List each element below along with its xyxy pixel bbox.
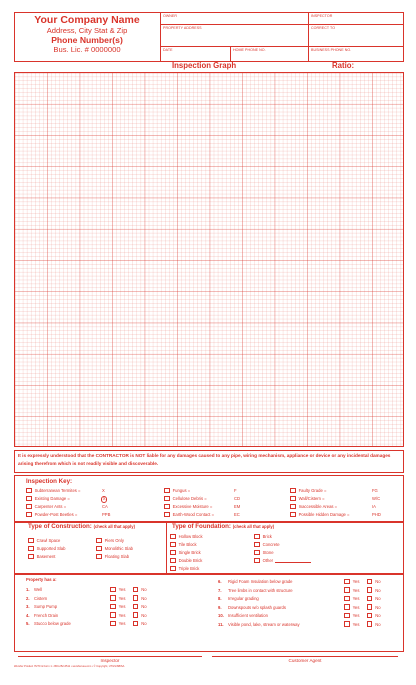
- construction-title-text: Type of Construction:: [28, 523, 92, 530]
- yes-checkbox[interactable]: [344, 621, 350, 627]
- company-phone: Phone Number(s): [51, 35, 123, 45]
- option-label: Concrete: [262, 542, 280, 547]
- checkbox[interactable]: [26, 504, 32, 510]
- construction-crawl-space[interactable]: [28, 537, 60, 544]
- key-code: X: [102, 488, 105, 493]
- yes-label: Yes: [118, 587, 126, 592]
- key-label: Wall/Cistern =: [298, 496, 325, 501]
- key-code: [101, 496, 107, 503]
- ratio-label: Ratio:: [332, 61, 355, 70]
- circled-x-symbol: X: [102, 496, 106, 501]
- construction-supported-slab[interactable]: [28, 545, 65, 552]
- no-checkbox[interactable]: [367, 579, 373, 585]
- property-row: [218, 578, 385, 585]
- checkbox[interactable]: [96, 546, 102, 552]
- foundation-title-text: Type of Foundation:: [172, 523, 231, 530]
- key-row-existing-damage[interactable]: [26, 495, 70, 502]
- property-item-number: 3.: [26, 604, 30, 609]
- checkbox[interactable]: [290, 512, 296, 518]
- checkbox[interactable]: [170, 534, 176, 540]
- key-row-earth-wood-contact[interactable]: [164, 511, 214, 518]
- key-label: Powder-Post Beetles =: [34, 512, 78, 517]
- key-row-inaccessible-areas[interactable]: [290, 503, 337, 510]
- option-label: Hollow Block: [178, 534, 203, 539]
- key-code: F: [234, 488, 237, 493]
- no-checkbox[interactable]: [367, 596, 373, 602]
- property-item-number: 1.: [26, 587, 30, 592]
- key-label: Faulty Grade =: [298, 488, 327, 493]
- option-label: Other: [262, 558, 274, 563]
- property-item-number: 8.: [218, 596, 222, 601]
- checkbox[interactable]: [164, 512, 170, 518]
- foundation-other[interactable]: [254, 557, 311, 564]
- checkbox[interactable]: [254, 534, 260, 540]
- key-code: EM: [234, 504, 241, 509]
- foundation-stone[interactable]: [254, 549, 274, 556]
- yes-label: Yes: [352, 579, 360, 584]
- no-checkbox[interactable]: [133, 595, 139, 601]
- no-label: No: [141, 587, 147, 592]
- key-code: CD: [234, 496, 241, 501]
- yes-checkbox[interactable]: [344, 587, 350, 593]
- property-item-number: 9.: [218, 604, 222, 610]
- yes-label: Yes: [118, 595, 126, 601]
- option-label: Supported Slab: [36, 546, 66, 551]
- property-item-number: 4.: [26, 612, 30, 618]
- checkbox[interactable]: [26, 512, 32, 518]
- yes-label: Yes: [352, 596, 360, 601]
- property-row: [218, 604, 385, 611]
- checkbox[interactable]: [254, 542, 260, 548]
- checkbox[interactable]: [96, 538, 102, 544]
- foundation-title: [172, 523, 274, 530]
- checkbox[interactable]: [290, 496, 296, 502]
- no-checkbox[interactable]: [367, 587, 373, 593]
- no-label: No: [141, 621, 147, 626]
- foundation-double-brick[interactable]: [170, 557, 202, 564]
- property-item-number: 10.: [218, 613, 224, 618]
- checkbox[interactable]: [96, 554, 102, 560]
- disclaimer-text: It is expressly understood that the CONTRACTOR is NOT liable for any damages caused to any pipe, wiring mechanism, appliance or device or any incidental damages arising therefrom which is not readily visible and discoverable.: [18, 453, 391, 466]
- construction-monolithic-slab[interactable]: [96, 545, 133, 552]
- checkbox[interactable]: [170, 550, 176, 556]
- property-item-label: Well: [34, 587, 43, 592]
- checkbox[interactable]: [170, 542, 176, 548]
- foundation-hollow-block[interactable]: [170, 533, 203, 540]
- header-divider: [160, 12, 161, 62]
- foundation-triple-brick[interactable]: [170, 565, 199, 572]
- foundation-tile-block[interactable]: [170, 541, 197, 548]
- yes-checkbox[interactable]: [344, 604, 350, 610]
- key-label: Inaccessible Areas =: [298, 504, 338, 509]
- key-code: PPB: [102, 512, 111, 517]
- fine-print: Wenzler Product IT270 & Form 1 • 800-252-6511 • wenzlerusa.com • © Copyright, UTGS/SBISA: [14, 665, 125, 668]
- checkbox[interactable]: [170, 558, 176, 564]
- key-label: Cellulose Debris =: [172, 496, 207, 501]
- option-label: Single Brick: [178, 550, 201, 555]
- yes-checkbox[interactable]: [344, 579, 350, 585]
- property-item-number: 6.: [218, 579, 222, 584]
- property-row: [26, 612, 151, 619]
- key-row-powder-post-beetles[interactable]: [26, 511, 77, 518]
- yes-checkbox[interactable]: [344, 613, 350, 619]
- key-row-faulty-grade[interactable]: [290, 487, 326, 494]
- yes-label: Yes: [352, 613, 360, 618]
- foundation-note: (check all that apply): [232, 524, 275, 529]
- property-item-label: Tree limbs in contact with structure: [228, 587, 293, 593]
- option-label: Basement: [36, 554, 56, 559]
- key-label: Carpenter Ants =: [34, 504, 67, 509]
- property-item-number: 2.: [26, 595, 30, 601]
- checkbox[interactable]: [164, 504, 170, 510]
- foundation-brick[interactable]: [254, 533, 272, 540]
- key-label: Fungus =: [172, 488, 191, 493]
- construction-basement[interactable]: [28, 553, 55, 560]
- key-row-excessive-moisture[interactable]: [164, 503, 212, 510]
- property-row: [218, 612, 385, 619]
- correct-to-field-label: CORRECT TO: [311, 26, 336, 30]
- no-checkbox[interactable]: [133, 621, 139, 627]
- no-checkbox[interactable]: [367, 621, 373, 627]
- option-label: Stone: [262, 550, 274, 555]
- header-col-line: [308, 12, 309, 62]
- no-checkbox[interactable]: [367, 604, 373, 610]
- property-item-number: 5.: [26, 621, 30, 626]
- customer-signature-label: Customer Agent: [288, 658, 322, 663]
- property-item-label: Irregular grading: [228, 596, 259, 601]
- business-phone-field-label: BUSINESS PHONE NO.: [311, 48, 352, 52]
- yes-label: Yes: [118, 621, 126, 626]
- property-row: [26, 595, 151, 602]
- no-label: No: [375, 587, 381, 593]
- checkbox[interactable]: [28, 546, 34, 552]
- checkbox[interactable]: [164, 488, 170, 494]
- key-code: IA: [372, 504, 376, 509]
- property-item-number: 11.: [218, 621, 224, 627]
- checkbox[interactable]: [254, 550, 260, 556]
- construction-piers-only[interactable]: [96, 537, 124, 544]
- property-item-label: Visible pond, lake, stream or waterway: [228, 621, 300, 627]
- option-label: Double Brick: [178, 558, 203, 563]
- construction-divider: [166, 522, 167, 574]
- no-label: No: [375, 613, 381, 618]
- construction-title: [28, 523, 135, 530]
- yes-checkbox[interactable]: [110, 587, 116, 593]
- key-label: Existing Damage =: [34, 496, 70, 501]
- graph-title: Inspection Graph: [172, 61, 237, 70]
- inspection-key-title: Inspection Key:: [26, 478, 73, 485]
- option-label: Piers Only: [104, 538, 124, 543]
- inspector-signature-label: Inspector: [100, 658, 120, 663]
- key-code: PHD: [372, 512, 381, 517]
- checkbox[interactable]: [290, 504, 296, 510]
- property-item-label: French Drain: [34, 612, 59, 618]
- checkbox[interactable]: [290, 488, 296, 494]
- yes-checkbox[interactable]: [110, 595, 116, 601]
- key-label: Excessive Moisture =: [172, 504, 213, 509]
- property-item-label: Sump Pump: [34, 604, 58, 609]
- company-name: Your Company Name: [34, 14, 140, 26]
- no-label: No: [141, 612, 147, 618]
- key-row-subterranean-termites[interactable]: [26, 487, 81, 494]
- yes-label: Yes: [118, 604, 126, 609]
- checkbox[interactable]: [28, 554, 34, 560]
- key-code: W/C: [372, 496, 381, 501]
- property-item-label: Cistern: [34, 595, 48, 601]
- property-item-label: Downspouts w/o splash guards: [228, 604, 286, 610]
- checkbox[interactable]: [26, 488, 32, 494]
- checkbox[interactable]: [170, 566, 176, 572]
- property-row: [218, 587, 385, 594]
- yes-label: Yes: [352, 587, 360, 593]
- key-row-fungus[interactable]: [164, 487, 190, 494]
- no-label: No: [375, 604, 381, 610]
- property-address-field-label: PROPERTY ADDRESS: [163, 26, 202, 30]
- property-row: [26, 603, 151, 610]
- inspector-field-label: INSPECTOR: [311, 14, 333, 18]
- key-label: Subterranean Termites =: [34, 488, 81, 493]
- property-item-label: Stucco below grade: [34, 621, 71, 626]
- no-checkbox[interactable]: [133, 587, 139, 593]
- option-label: Monolithic Slab: [104, 546, 133, 551]
- property-title: Property has a:: [26, 577, 57, 582]
- owner-field-label: OWNER: [163, 14, 178, 18]
- option-label: Triple Brick: [178, 566, 200, 571]
- yes-checkbox[interactable]: [344, 596, 350, 602]
- key-row-carpenter-ants[interactable]: [26, 503, 66, 510]
- key-code: EC: [234, 512, 240, 517]
- property-row: [218, 621, 385, 628]
- property-row: [26, 620, 151, 627]
- no-checkbox[interactable]: [133, 612, 139, 618]
- home-phone-field-label: HOME PHONE NO.: [233, 48, 266, 52]
- no-checkbox[interactable]: [133, 604, 139, 610]
- company-address: Address, City Stat & Zip: [46, 26, 128, 35]
- option-label: Tile Block: [178, 542, 197, 547]
- date-field-label: DATE: [163, 48, 173, 52]
- option-label: Brick: [262, 534, 272, 539]
- header-col-line: [230, 46, 231, 62]
- property-item-label: Rigid Foam Insulation below grade: [228, 579, 293, 584]
- no-label: No: [141, 595, 147, 601]
- company-license: Bus. Lic. # 0000000: [53, 45, 121, 54]
- checkbox[interactable]: [28, 538, 34, 544]
- key-label: Earth-Wood Contact =: [172, 512, 215, 517]
- key-label: Possible Hidden Damage =: [298, 512, 350, 517]
- property-row: [26, 586, 151, 593]
- option-label: Floating Slab: [104, 554, 130, 559]
- yes-checkbox[interactable]: [110, 621, 116, 627]
- yes-checkbox[interactable]: [110, 604, 116, 610]
- key-row-wall-cistern[interactable]: [290, 495, 325, 502]
- foundation-concrete[interactable]: [254, 541, 280, 548]
- construction-note: (check all that apply): [93, 524, 135, 529]
- no-label: No: [375, 596, 381, 601]
- checkbox[interactable]: [164, 496, 170, 502]
- key-row-cellulose-debris[interactable]: [164, 495, 207, 502]
- no-label: No: [141, 604, 147, 609]
- inspection-graph-grid[interactable]: [14, 72, 404, 447]
- company-block: [14, 14, 160, 60]
- construction-floating-slab[interactable]: [96, 553, 129, 560]
- foundation-single-brick[interactable]: [170, 549, 201, 556]
- no-checkbox[interactable]: [367, 613, 373, 619]
- other-write-in-line[interactable]: [275, 558, 311, 563]
- key-code: CA: [102, 504, 108, 509]
- checkbox[interactable]: [254, 558, 260, 564]
- yes-label: Yes: [352, 604, 360, 610]
- header-row-line: [160, 46, 404, 47]
- no-label: No: [375, 621, 381, 627]
- property-row: [218, 595, 385, 602]
- option-label: Crawl Space: [36, 538, 61, 543]
- property-item-label: Insufficient ventilation: [228, 613, 268, 618]
- customer-signature-line[interactable]: [212, 656, 398, 657]
- key-row-possible-hidden-damage[interactable]: [290, 511, 349, 518]
- no-label: No: [375, 579, 381, 584]
- checkbox[interactable]: [26, 496, 32, 502]
- yes-label: Yes: [118, 612, 126, 618]
- inspector-signature-line[interactable]: [18, 656, 202, 657]
- yes-checkbox[interactable]: [110, 612, 116, 618]
- key-code: FG: [372, 488, 378, 493]
- yes-label: Yes: [352, 621, 360, 627]
- property-item-number: 7.: [218, 587, 222, 593]
- header-row-line: [160, 24, 404, 25]
